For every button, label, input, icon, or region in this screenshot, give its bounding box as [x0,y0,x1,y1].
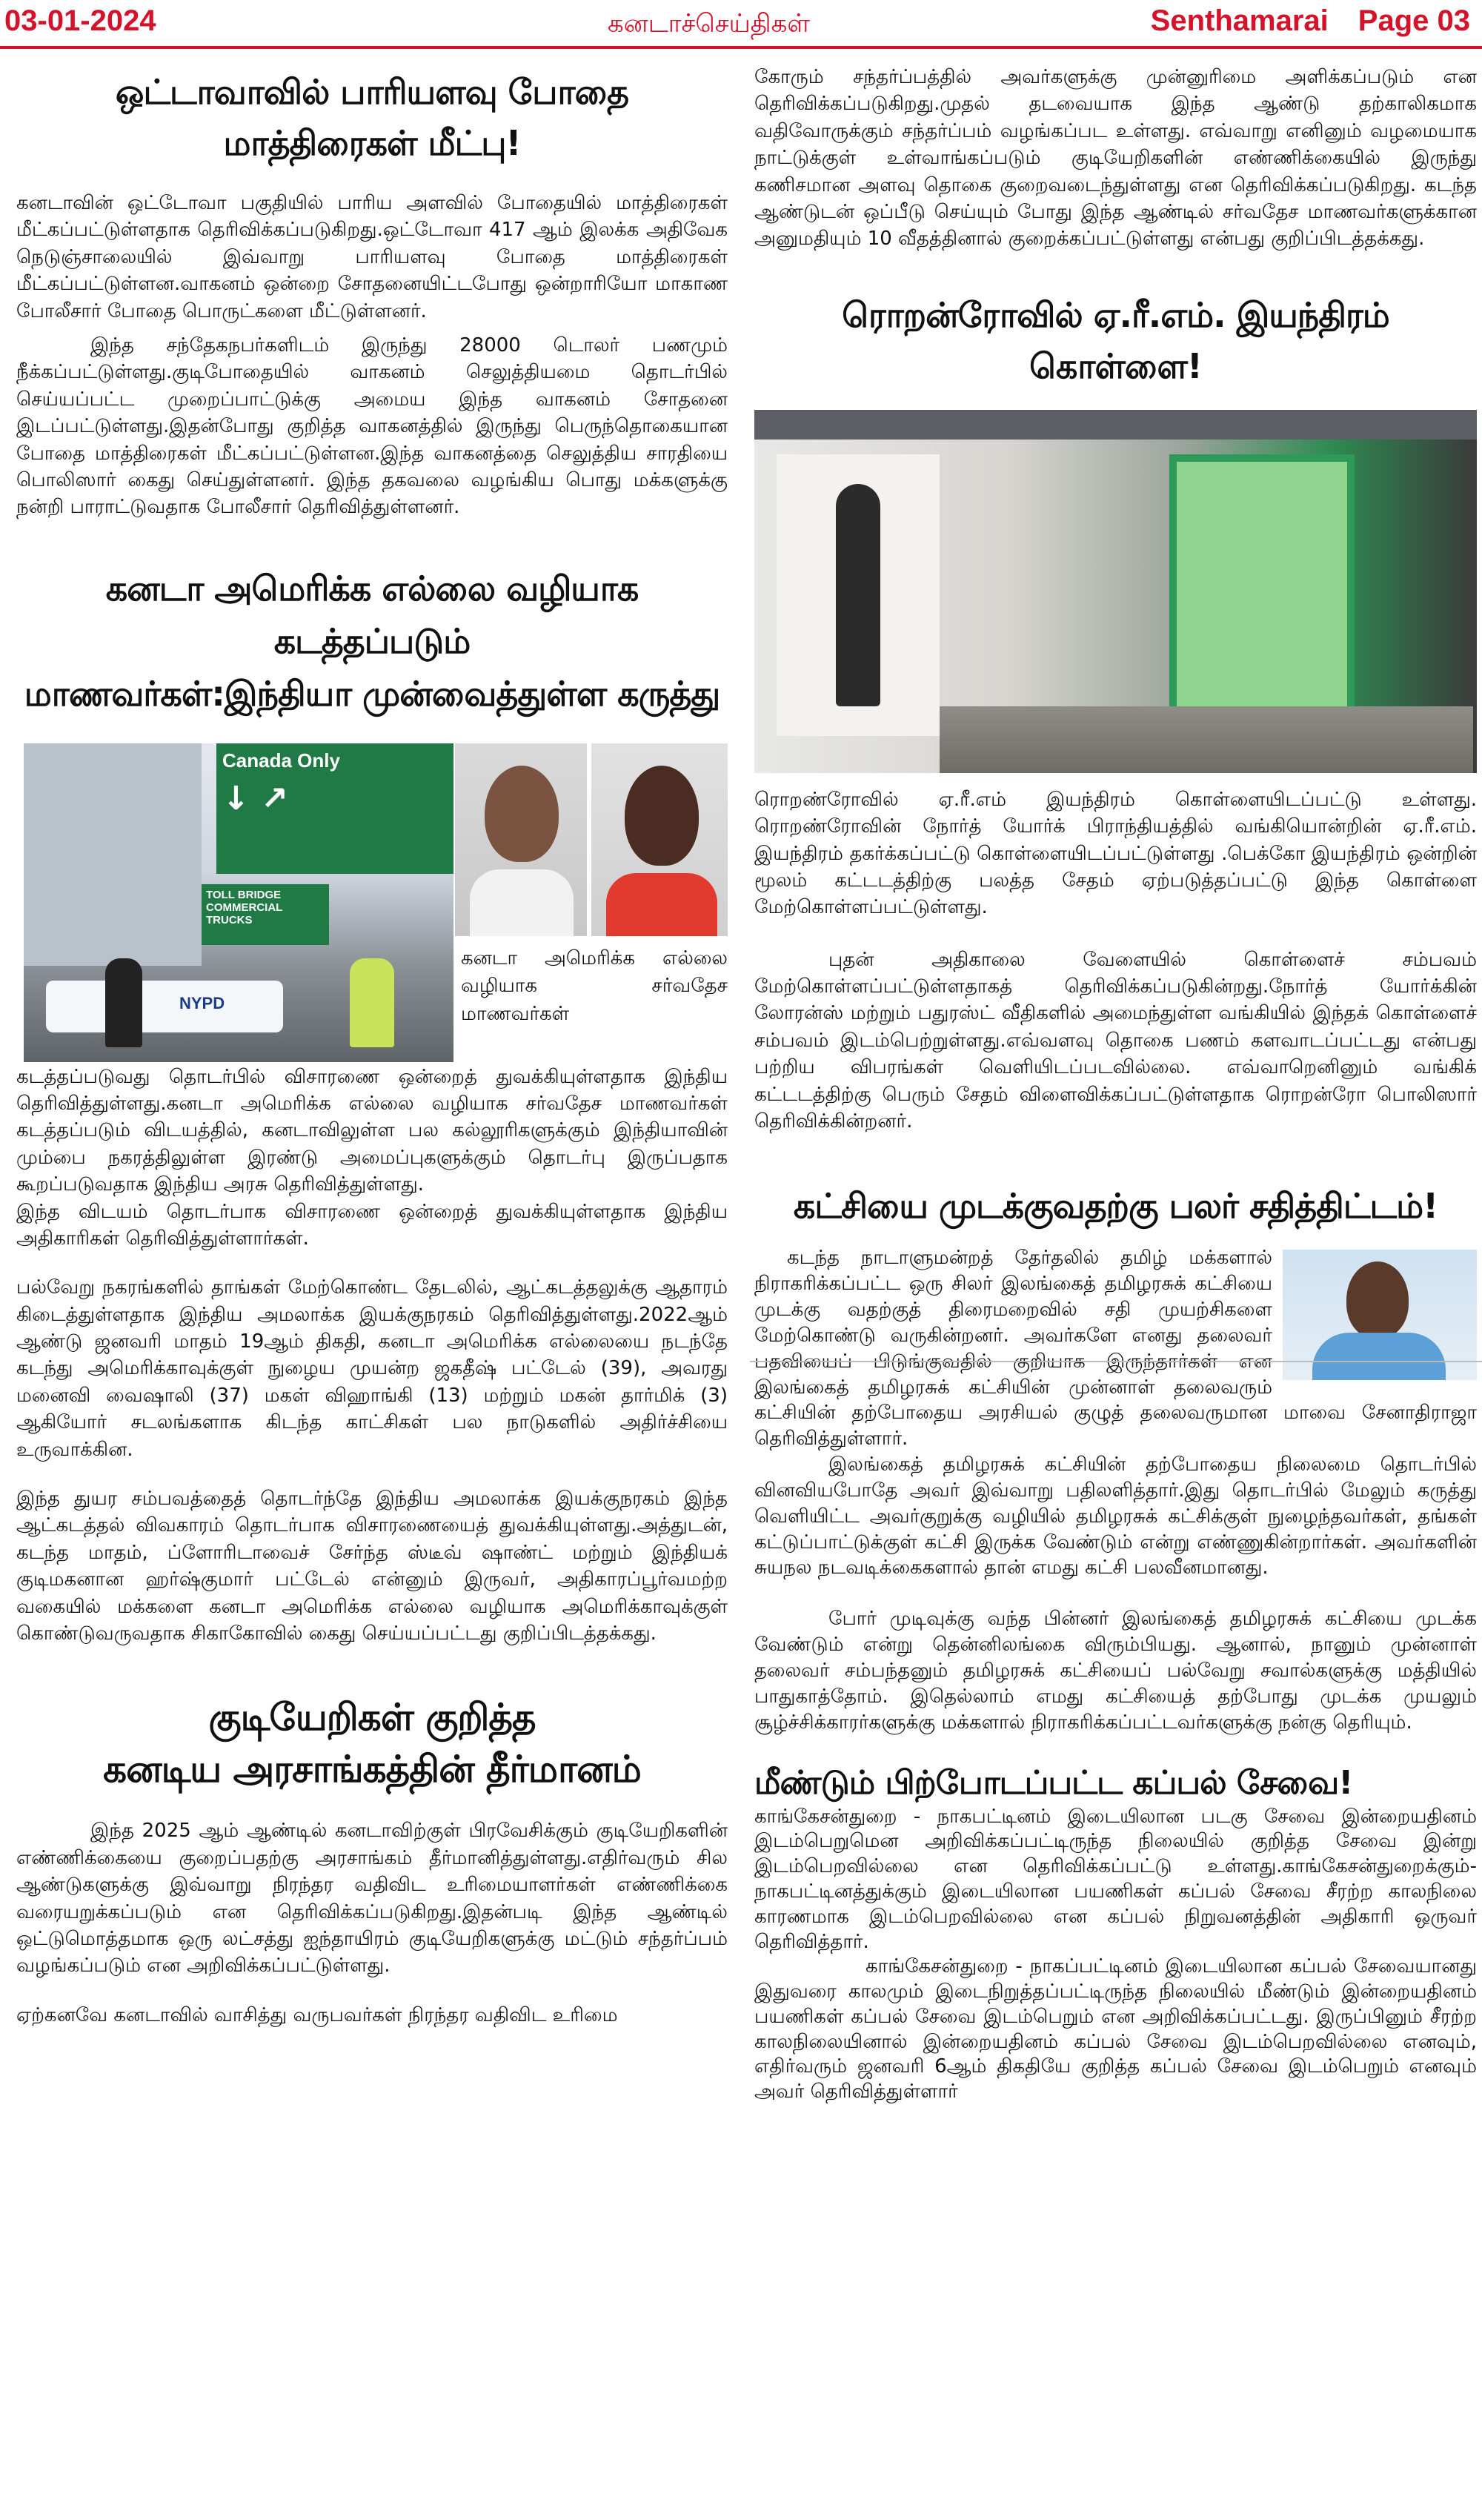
article-title: ஒட்டாவாவில் பாரியளவு போதை மாத்திரைகள் மீட்பு! [115,72,629,163]
article-paragraph: இலங்கைத் தமிழரசுக் கட்சியின் தற்போதைய நிலைமை தொடர்பில் வினவியபோதே அவர் இவ்வாறு பதிலளித்தார்.இது தொடர்பில் மேலும் கருத்து வெளியிட்ட அவர்குறுக்கு வழியில் தமிழரசுக் கட்சிக்குள் நுழைந்தவர்கள், தங்கள் கட்டுப்பாட்டுக்குள் கட்சி இருக்க வேண்டும் என்று எண்ணுகின்றார்கள். அவர்களின் சுயநல நடவடிக்கைகளால் தான் எமது கட்சி பலவீனமானது. [754,1453,1477,1579]
article-title: மீண்டும் பிற்போடப்பட்ட கப்பல் சேவை! [754,1764,1353,1803]
article-title [16,1691,728,1795]
article-title [16,563,728,721]
article-ferry [754,1762,1477,2105]
photo-strip [16,743,728,1062]
title-line-1: குடியேறிகள் குறித்த [208,1696,536,1740]
article-paragraph: கடத்தப்படுவது தொடர்பில் விசாரணை ஒன்றைத் துவக்கியுள்ளதாக இந்திய தெரிவித்துள்ளது.கனடா அமெரிக்க எல்லை வழியாக சர்வதேச மாணவர்கள் கடத்தப்படும் விடயத்தில், கனடாவிலுள்ள பல கல்லூரிகளுக்கும் இந்தியாவின் மும்பை நகரத்திலுள்ள இரண்டு அமைப்புகளுக்கும் தொடர்பு இருப்பதாக கூறப்படுவதாக இந்திய அரசு தெரிவித்துள்ளது. [16,1065,728,1196]
right-column [754,64,1477,2105]
face [625,766,699,866]
issue-date: 03-01-2024 [4,4,156,37]
article-paragraph: ஏற்கனவே கனடாவில் வாசித்து வருபவர்கள் நிரந்தர வதிவிட உரிமை [16,2003,618,2026]
left-column [16,67,728,2029]
face [1346,1261,1409,1339]
article-title: கட்சியை முடக்குவதற்கு பலர் சதித்திட்டம்! [793,1186,1438,1227]
shirt [470,869,574,936]
mugshot-photo [455,743,587,936]
article-paragraph: காங்கேசன்துறை - நாகப்பட்டினம் இடையிலான கப்பல் சேவையானது இதுவரை காலமும் இடைநிறுத்தப்பட்டிருந்த நிலையில் மீண்டும் இன்றையதினம் பயணிகள் கப்பல் சேவை இடம்பெறும் என அறிவிக்கப்பட்டது. இருப்பினும் சீரற்ற காலநிலையினால் இன்றையதினம் கப்பல் சேவை இடம்பெறவில்லை எனவும், எதிர்வரும் ஜனவரி 6ஆம் திகதியே குறித்த கப்பல் சேவை இடம்பெறும் எனவும் அவர் தெரிவித்துள்ளார் [754,1955,1477,2103]
arrow-icon: ↓ ↗ [222,779,289,818]
poster-figure [836,484,880,706]
title-line-2: கனடிய அரசாங்கத்தின் தீர்மானம் [103,1748,641,1791]
title-line-2: மாணவர்கள்:இந்தியா முன்வைத்துள்ள கருத்து [24,674,720,714]
sign-text-canada: Canada Only [222,749,340,772]
article-paragraph: இந்த துயர சம்பவத்தைத் தொடர்ந்தே இந்திய அமலாக்க இயக்குநரகம் இந்த ஆட்கடத்தல் விவகாரம் தொடர்பாக விசாரணையைத் துவக்கியுள்ளது.அத்துடன், கடந்த மாதம், ப்ளோரிடாவைச் சேர்ந்த ஸ்டீவ் ஷாண்ட் மற்றும் இந்தியக் குடிமகனான ஹர்ஷ்குமார் பட்டேல் என்னும் இருவர், அதிகாரப்பூர்வமற்ற வகையில் மக்களை கனடா அமெரிக்க எல்லை வழியாக அமெரிக்காவுக்குள் கொண்டுவருவதாக சிகாகோவில் கைது செய்யப்பட்டது குறிப்பிடத்தக்கது. [16,1488,728,1645]
police-car [46,981,283,1032]
article-paragraph: இந்த 2025 ஆம் ஆண்டில் கனடாவிற்குள் பிரவேசிக்கும் குடியேறிகளின் எண்ணிக்கையை குறைப்பதற்கு அரசாங்கம் தீர்மானித்துள்ளது.எதிர்வரும் சில ஆண்டுகளுக்கு இவ்வாறு நிரந்தர வதிவிட உரிமையாளர்கள் எண்ணிக்கை வரையறுக்கப்படும் என தெரிவிக்கப்படுகிறது.இதன்படி இந்த ஆண்டில் ஒட்டுமொத்தமாக ஒரு லட்சத்து ஐந்தாயிரம் குடியேறிகளுக்கு மட்டும் சந்தர்ப்பம் வழங்கப்படும் என அறிவிக்கப்பட்டுள்ளது. [16,1820,728,1977]
article-ottawa [16,67,728,521]
section-divider [750,1361,1482,1362]
police-label: NYPD [179,993,225,1012]
article-paragraph: இந்த சந்தேகநபர்களிடம் இருந்து 28000 டொலர் பணமும் நீக்கப்பட்டுள்ளது.குடிபோதையில் வாகனம் செலுத்தியமை தொடர்பில் செய்யப்பட்ட முறைப்பாட்டுக்கு அமைய இந்த வாகனம் சோதனை இடப்பட்டுள்ளது.இதன்போது குறித்த வாகனத்தில் இருந்து பெருந்தொகையான போதை மாத்திரைகள் மீட்கப்பட்டுள்ளன.இந்த வாகனத்தை செலுத்திய சாரதியை பொலிஸார் கைது செய்துள்ளனர். இந்த தகவலை வழங்கிய பொது மக்களுக்கு நன்றி பாராட்டுவதாக போலீசார் தெரிவித்துள்ளனர். [16,334,728,519]
article-border-students [16,563,728,1648]
ceiling [754,410,1477,440]
article-atm-robbery [754,290,1477,1135]
article-party-plot [754,1181,1477,1735]
article-continuation: கோரும் சந்தர்ப்பத்தில் அவர்களுக்கு முன்னுரிமை அளிக்கப்படும் என தெரிவிக்கப்படுகிறது.முதல் தடவையாக இந்த ஆண்டு தற்காலிகமாக வதிவோருக்கும் சந்தர்ப்பம் வழங்கப்பட உள்ளது. எவ்வாறு எனினும் வழமையாக நாட்டுக்குள் உள்வாங்கப்படும் குடியேறிகளின் எண்ணிக்கையில் இருந்து கணிசமான அளவு தொகை குறைவடைந்துள்ளது என தெரிவிக்கப்படுகிறது. கடந்த ஆண்டுடன் ஒப்பீடு செய்யும் போது இந்த ஆண்டில் சர்வதேச மாணவர்களுக்கான அனுமதியும் 10 வீதத்தினால் குறைக்கப்பட்டுள்ளது என்பது குறிப்பிடத்தக்கது. [754,66,1477,251]
article-paragraph: புதன் அதிகாலை வேளையில் கொள்ளைச் சம்பவம் மேற்கொள்ளப்பட்டுள்ளதாகத் தெரிவிக்கப்படுகின்றது.நோர்த் யோர்க்கின் லோரன்ஸ் மற்றும் பதுரஸ்ட் வீதிகளில் அமைந்துள்ள வங்கியில் இந்தக் கொள்ளைச் சம்பவம் இடம்பெற்றுள்ளது.எவ்வளவு தொகை பணம் களவாடப்பட்டது என்பது பற்றிய விபரங்கள் வெளியிடப்படவில்லை. எவ்வாறெனினும் வங்கிக் கட்டடத்திற்கு பெரும் சேதம் விளைவிக்கப்பட்டுள்ளதாக ரொறன்ரோ பொலிஸார் தெரிவிக்கின்றனர். [754,948,1477,1133]
article-paragraph: இந்த விடயம் தொடர்பாக விசாரணை ஒன்றைத் துவக்கியுள்ளதாக இந்திய அதிகாரிகள் தெரிவித்துள்ளார்கள். [16,1200,728,1250]
article-immigration [16,1691,728,2029]
article-title: ரொறன்ரோவில் ஏ.ரீ.எம். இயந்திரம் கொள்ளை! [842,294,1389,386]
brand-name: Senthamarai [1150,4,1329,37]
article-paragraph: காங்கேசன்துறை - நாகபட்டினம் இடையிலான படகு சேவை இன்றையதினம் இடம்பெறுமென அறிவிக்கப்பட்டிருந்த நிலையில் குறித்த சேவை இன்று இடம்பெறவில்லை என தெரிவிக்கப்பட்டு உள்ளது.காங்கேசன்துறைக்கும்-நாகபட்டினத்துக்கும் இடையிலான பயணிகள் கப்பல் சேவை சீரற்ற காலநிலை காரணமாக இடம்பெறவில்லை என கப்பல் நிறுவனத்தின் அதிகாரி ஒருவர் தெரிவித்தார். [754,1805,1477,1953]
shirt [606,873,717,936]
officer-figure [350,958,394,1047]
face [485,766,559,862]
article-paragraph: போர் முடிவுக்கு வந்த பின்னர் இலங்கைத் தமிழரசுக் கட்சியை முடக்க வேண்டும் என்று தென்னிலங்கை விரும்பியது. ஆனால், நானும் முன்னாள் தலைவர் சம்பந்தனும் தமிழரசுக் கட்சியைப் பல்வேறு சவால்களுக்கு மத்தியில் பாதுகாத்தோம். இதெல்லாம் எமது கட்சியைத் தற்போது முடக்க முயலும் சூழ்ச்சிக்காரர்களுக்கு மக்களால் நிராகரிக்கப்பட்டவர்களுக்கு நன்கு தெரியும். [754,1608,1477,1734]
mugshot-photo [591,743,728,936]
article-paragraph: கடந்த நாடாளுமன்றத் தேர்தலில் தமிழ் மக்களால் நிராகரிக்கப்பட்ட ஒரு சிலர் இலங்கைத் தமிழரசுக் கட்சியை முடக்கு வதற்குத் திரைமறைவில் சதி முயற்சிகளை மேற்கொண்டு வருகின்றனர். அவர்களே எனது தலைவர் பதவியைப் பிடுங்குவதில் குறியாக இருந்தார்கள் என இலங்கைத் தமிழரசுக் கட்சியின் முன்னாள் தலைவரும் கட்சியின் தற்போதைய அரசியல் குழுத் தலைவருமான மாவை சேனாதிராஜா தெரிவித்துள்ளார். [754,1247,1477,1450]
damaged-atm-frame [1169,454,1355,714]
debris [940,706,1473,773]
section-name: கனடாச்செய்திகள் [608,9,811,39]
atm-robbery-photo [754,410,1477,773]
wrap-text: கனடா அமெரிக்க எல்லை வழியாக சர்வதேச மாணவர்கள் [461,946,728,1025]
page-number: Page 03 [1358,4,1470,37]
toll-sign: TOLL BRIDGE COMMERCIAL TRUCKS [202,884,329,945]
title-line-1: கனடா அமெரிக்க எல்லை வழியாக கடத்தப்படும் [105,568,639,661]
building [24,743,202,966]
article-paragraph: கனடாவின் ஒட்டோவா பகுதியில் பாரிய அளவில் போதையில் மாத்திரைகள் மீட்கப்பட்டுள்ளதாக தெரிவிக்கப்படுகிறது.ஒட்டோவா 417 ஆம் இலக்க அதிவேக நெடுஞ்சாலையில் இவ்வாறு பாரியளவு போதை மாத்திரைகள் மீட்கப்பட்டுள்ளன.வாகனம் ஒன்றை சோதனையிட்டபோது ஒன்றாரியோ மாகாண போலீசார் போதை பொருட்களை மீட்டுள்ளனர். [16,192,728,322]
page-header [0,0,1482,49]
article-paragraph: ரொறண்ரோவில் ஏ.ரீ.எம் இயந்திரம் கொள்ளையிடப்பட்டு உள்ளது. ரொறண்ரோவின் நோர்த் யோர்க் பிராந்தியத்தில் வங்கியொன்றின் ஏ.ரீ.எம். இயந்திரம் தகர்க்கப்பட்டு கொள்ளையிடப்பட்டுள்ளது .பெக்கோ இயந்திரம் ஒன்றின் மூலம் கட்டடத்திற்கு பலத்த சேதம் ஏற்படுத்தப்பட்டு இந்த கொள்ளை மேற்கொள்ளப்பட்டுள்ளது. [754,788,1477,919]
article-paragraph: பல்வேறு நகரங்களில் தாங்கள் மேற்கொண்ட தேடலில், ஆட்கடத்தலுக்கு ஆதாரம் கிடைத்துள்ளதாக இந்திய அமலாக்க இயக்குநரகம் தெரிவித்துள்ளது.2022ஆம் ஆண்டு ஜனவரி மாதம் 19ஆம் திகதி, கனடா அமெரிக்க எல்லையை நடந்தே கடந்து அமெரிக்காவுக்குள் நுழைய முயன்ற ஜகதீஷ் பட்டேல் (39), அவரது மனைவி வைஷாலி (37) மகள் விஹாங்கி (13) மற்றும் மகன் தார்மிக் (3) ஆகியோர் சடலங்களாக கிடந்த காட்சிகள் பல நாடுகளில் அதிர்ச்சியை உருவாக்கின. [16,1276,728,1461]
officer-figure [105,958,142,1047]
poster [777,454,940,736]
shirt [1312,1333,1446,1380]
border-crossing-photo [24,743,453,1062]
road-sign [216,743,453,874]
header-right [1121,4,1470,38]
